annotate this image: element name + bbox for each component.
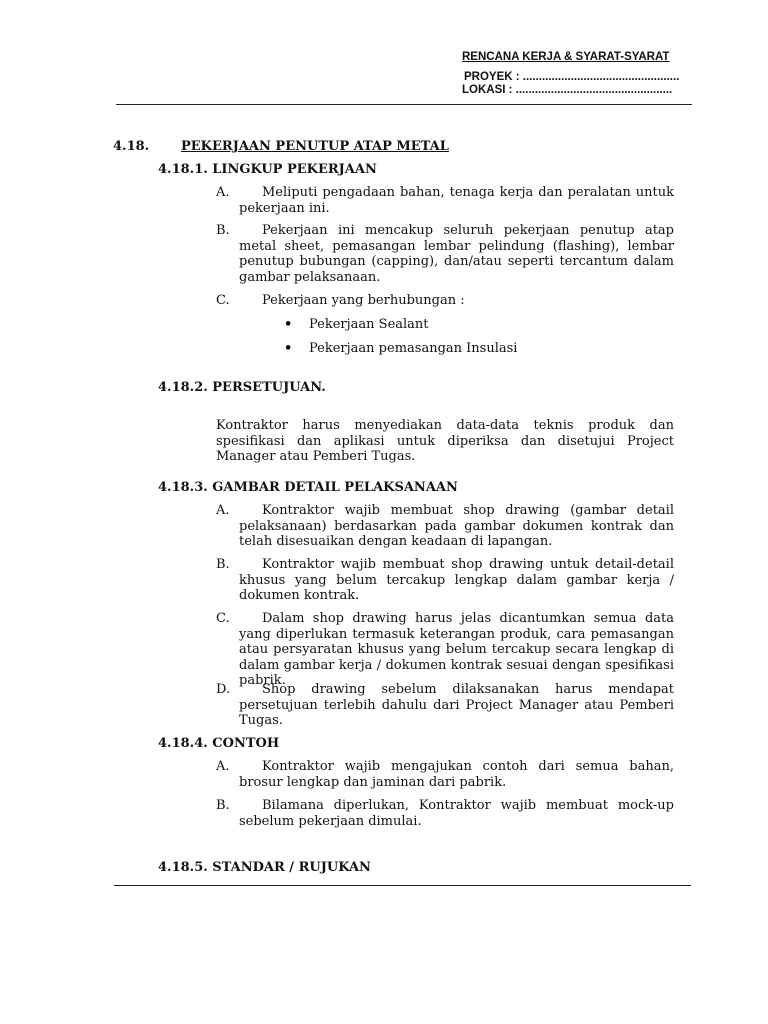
- bullet-text: Pekerjaan Sealant: [309, 317, 429, 332]
- location-field: LOKASI : .................................................: [462, 84, 673, 96]
- list-item: [216, 611, 674, 689]
- list-item: [216, 682, 674, 729]
- section-number: 4.18.: [113, 139, 150, 154]
- item-label: B.: [216, 557, 230, 572]
- bullet-text: Pekerjaan pemasangan Insulasi: [309, 341, 518, 356]
- item-label: D.: [216, 682, 231, 697]
- list-item: [216, 293, 674, 309]
- list-item: [216, 503, 674, 550]
- item-text: Kontraktor wajib membuat shop drawing (gambar detail pelaksanaan) berdasarkan pada gambar dokumen kontrak dan telah disesuaikan dengan keadaan di lapangan.: [239, 503, 674, 550]
- item-label: A.: [216, 503, 230, 518]
- item-label: A.: [216, 759, 230, 774]
- list-item: [216, 223, 674, 285]
- item-text: Bilamana diperlukan, Kontraktor wajib membuat mock-up sebelum pekerjaan dimulai.: [239, 798, 674, 829]
- approval-paragraph: Kontraktor harus menyediakan data-data teknis produk dan spesifikasi dan aplikasi untuk diperiksa dan disetujui Project Manager atau Pemberi Tugas.: [216, 418, 674, 465]
- list-item: [216, 557, 674, 604]
- item-label: A.: [216, 185, 230, 200]
- bullet-icon: •: [284, 317, 293, 332]
- item-text: Meliputi pengadaan bahan, tenaga kerja dan peralatan untuk pekerjaan ini.: [239, 185, 674, 216]
- header-divider: [116, 104, 692, 105]
- project-field: PROYEK : .................................................: [464, 71, 680, 83]
- item-text: Kontraktor wajib membuat shop drawing untuk detail-detail khusus yang belum tercakup lengkap dalam gambar kerja / dokumen kontrak.: [239, 557, 674, 604]
- item-text: Kontraktor wajib mengajukan contoh dari semua bahan, brosur lengkap dan jaminan dari pabrik.: [239, 759, 674, 790]
- item-label: B.: [216, 223, 230, 238]
- section-title: PEKERJAAN PENUTUP ATAP METAL: [181, 139, 449, 154]
- subsection-heading-scope: 4.18.1. LINGKUP PEKERJAAN: [158, 162, 377, 177]
- list-item: [216, 759, 674, 790]
- item-text: Pekerjaan yang berhubungan :: [262, 293, 465, 308]
- subsection-heading-standards: 4.18.5. STANDAR / RUJUKAN: [158, 860, 371, 875]
- item-text: Pekerjaan ini mencakup seluruh pekerjaan penutup atap metal sheet, pemasangan lembar pelindung (flashing), lembar penutup bubungan (capping), dan/atau seperti tercantum dalam gambar pelaksanaan.: [239, 223, 674, 285]
- list-item: [216, 185, 674, 216]
- item-label: C.: [216, 293, 230, 308]
- subsection-heading-detail-drawing: 4.18.3. GAMBAR DETAIL PELAKSANAAN: [158, 480, 458, 495]
- list-item: [216, 798, 674, 829]
- item-label: B.: [216, 798, 230, 813]
- item-text: Dalam shop drawing harus jelas dicantumkan semua data yang diperlukan termasuk keterangan produk, cara pemasangan atau persyaratan khusus yang belum tercakup secara lengkap di dalam gambar kerja / dokumen kontrak sesuai dengan spesifikasi pabrik.: [239, 611, 674, 689]
- document-header-title: RENCANA KERJA & SYARAT-SYARAT: [462, 51, 670, 63]
- subsection-heading-samples: 4.18.4. CONTOH: [158, 736, 280, 751]
- subsection-heading-approval: 4.18.2. PERSETUJUAN.: [158, 380, 326, 395]
- bullet-icon: •: [284, 341, 293, 356]
- item-text: Shop drawing sebelum dilaksanakan harus mendapat persetujuan terlebih dahulu dari Project Manager atau Pemberi Tugas.: [239, 682, 674, 729]
- footer-divider: [114, 885, 691, 886]
- item-label: C.: [216, 611, 230, 626]
